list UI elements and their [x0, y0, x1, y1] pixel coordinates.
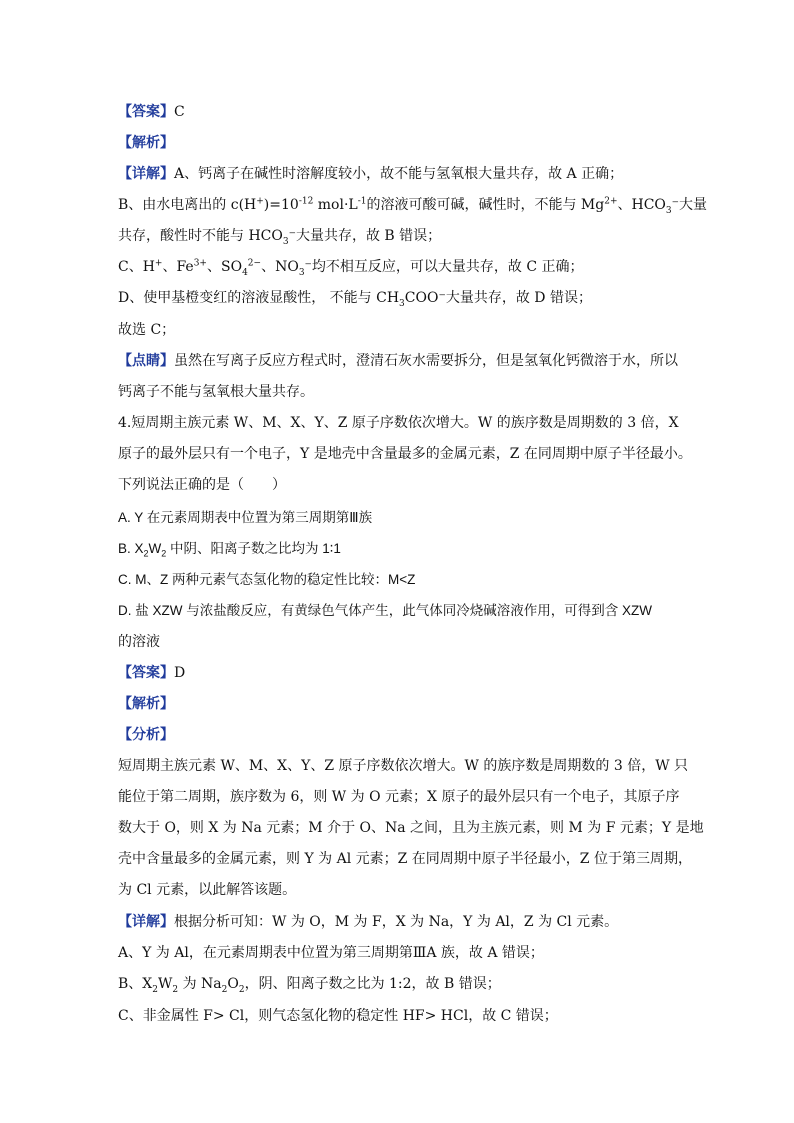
subscript: 2 — [238, 984, 245, 995]
text-run: 能位于第二周期，族序数为 6，则 W 为 O 元素；X 原子的最外层只有一个电子，其原子序 — [118, 789, 680, 805]
detail-line-b-cont — [118, 226, 678, 246]
detail2-line-c — [118, 1006, 678, 1026]
text-run: A. Y 在元素周期表中位置为第三周期第Ⅲ族 — [118, 510, 373, 525]
superscript: 2+ — [604, 196, 618, 207]
subscript: 2 — [221, 984, 228, 995]
question-4-stem-line-2 — [118, 444, 692, 464]
text-run: B、由水电离出的 c(H — [118, 197, 257, 213]
option-c — [118, 570, 678, 590]
option-b — [118, 539, 678, 559]
option-d-line-2 — [118, 632, 678, 652]
comment-tag: 【点睛】 — [118, 353, 174, 369]
text-run: 4.短周期主族元素 W、M、X、Y、Z 原子序数依次增大。W 的族序数是周期数的 3 倍，X — [118, 415, 679, 431]
text-run: 、SO — [206, 259, 243, 275]
text-run: ⁻大量 — [671, 197, 708, 213]
detail-text: A、钙离子在碱性时溶解度较小，故不能与氢氧根大量共存，故 A 正确； — [174, 166, 624, 182]
fenxi-line-2 — [118, 787, 678, 807]
subscript: 2 — [152, 984, 158, 995]
text-run: 数大于 O，则 X 为 Na 元素；M 介于 O、Na 之间，且为主族元素，则 M 为 F 元素；Y 是地 — [118, 820, 704, 836]
text-run: O — [227, 976, 239, 992]
option-a — [118, 508, 678, 528]
question-4-stem-line-1 — [118, 413, 678, 433]
fenxi-line-3 — [118, 818, 704, 838]
text-run: W — [148, 541, 162, 556]
comment-line-2 — [118, 382, 678, 402]
detail2-line-a — [118, 943, 678, 963]
detail-line-c — [118, 257, 678, 277]
text-run: 的溶液可酸可碱，碱性时，不能与 Mg — [366, 197, 605, 213]
fenxi-tag: 【分析】 — [118, 727, 174, 743]
text-run: 故选 C； — [118, 322, 176, 338]
answer-tag: 【答案】 — [118, 665, 174, 681]
text-run: B、X — [118, 976, 153, 992]
text-run: 、NO — [261, 259, 299, 275]
text-run: 短周期主族元素 W、M、X、Y、Z 原子序数依次增大。W 的族序数是周期数的 3 倍，W 只 — [118, 758, 689, 774]
text-run: C. M、Z 两种元素气态氢化物的稳定性比较：M<Z — [118, 572, 416, 587]
question-4-stem-line-3 — [118, 475, 678, 495]
text-run: 钙离子不能与氢氧根大量共存。 — [118, 384, 314, 400]
text-run: ⁻均不相互反应，可以大量共存，故 C 正确； — [304, 259, 584, 275]
superscript: + — [154, 258, 163, 269]
analysis-heading-2 — [118, 694, 678, 714]
comment-line-1 — [118, 351, 678, 371]
superscript: -12 — [298, 196, 314, 207]
text-run: 共存，酸性时不能与 HCO — [118, 228, 283, 244]
subscript: 3 — [665, 205, 672, 216]
analysis-heading-1 — [118, 133, 678, 153]
fenxi-line-4 — [118, 849, 692, 869]
subscript: 2 — [161, 548, 167, 559]
fenxi-line-5 — [118, 880, 678, 900]
detail2-line-b — [118, 974, 678, 994]
analysis-tag: 【解析】 — [118, 135, 174, 151]
answer-line-2 — [118, 663, 678, 683]
fenxi-line-1 — [118, 756, 689, 776]
text-run: A、Y 为 Al，在元素周期表中位置为第三周期第ⅢA 族，故 A 错误； — [118, 945, 544, 961]
answer-line-1 — [118, 102, 678, 122]
detail2-intro — [118, 912, 678, 932]
text-run: ，阴、阳离子数之比为 1:2，故 B 错误； — [244, 976, 501, 992]
text-run: )=10 — [263, 197, 299, 213]
subscript: 2 — [143, 548, 149, 559]
detail-line-d — [118, 288, 678, 308]
fenxi-heading — [118, 725, 678, 745]
text-run: 中阴、阳离子数之比均为 1∶1 — [166, 541, 341, 556]
text-run: C、H — [118, 259, 155, 275]
text-run: D、使甲基橙变红的溶液显酸性， 不能与 CH — [118, 290, 400, 306]
text-run: ⁻大量共存，故 B 错误； — [288, 228, 442, 244]
superscript: 2− — [247, 258, 262, 269]
detail-conclusion — [118, 320, 678, 340]
detail-tag: 【详解】 — [118, 166, 174, 182]
option-d-line-1 — [118, 601, 678, 621]
subscript: 4 — [242, 267, 248, 278]
text-run: 的溶液 — [118, 634, 160, 650]
text-run: C、非金属性 F> Cl，则气态氢化物的稳定性 HF> HCl，故 C 错误； — [118, 1008, 558, 1024]
text-run: 为 Cl 元素，以此解答该题。 — [118, 882, 297, 898]
superscript: 3+ — [193, 258, 207, 269]
text-run: 原子的最外层只有一个电子，Y 是地壳中含量最多的金属元素，Z 在同周期中原子半径最小。 — [118, 446, 692, 462]
detail-tag: 【详解】 — [118, 914, 174, 930]
text-run: 壳中含量最多的金属元素，则 Y 为 Al 元素；Z 在同周期中原子半径最小，Z 位于第三周期， — [118, 851, 692, 867]
text-run: B. X — [118, 541, 144, 556]
detail-line-b — [118, 195, 708, 216]
answer-value: D — [174, 665, 186, 681]
answer-value: C — [174, 104, 185, 120]
text-run: 虽然在写离子反应方程式时，澄清石灰水需要拆分，但是氢氧化钙微溶于水，所以 — [174, 353, 678, 369]
subscript: 3 — [298, 267, 305, 278]
superscript: -1 — [357, 196, 367, 207]
analysis-tag: 【解析】 — [118, 696, 174, 712]
answer-tag: 【答案】 — [118, 104, 174, 120]
text-run: 为 Na — [178, 976, 222, 992]
text-run: 、HCO — [617, 197, 666, 213]
text-run: W — [158, 976, 173, 992]
text-run: D. 盐 XZW 与浓盐酸反应，有黄绿色气体产生，此气体同冷烧碱溶液作用，可得到含 XZW — [118, 603, 652, 618]
text-run: 根据分析可知：W 为 O，M 为 F，X 为 Na，Y 为 Al，Z 为 Cl 元素。 — [174, 914, 619, 930]
subscript: 3 — [399, 298, 405, 309]
text-run: mol·L — [313, 197, 358, 213]
subscript: 2 — [172, 984, 179, 995]
detail-line-a — [118, 164, 678, 184]
superscript: + — [256, 196, 264, 207]
text-run: COO⁻大量共存，故 D 错误； — [404, 290, 592, 306]
text-run: 下列说法正确的是（ ） — [118, 477, 286, 493]
text-run: 、Fe — [162, 259, 194, 275]
subscript: 3 — [282, 236, 289, 247]
